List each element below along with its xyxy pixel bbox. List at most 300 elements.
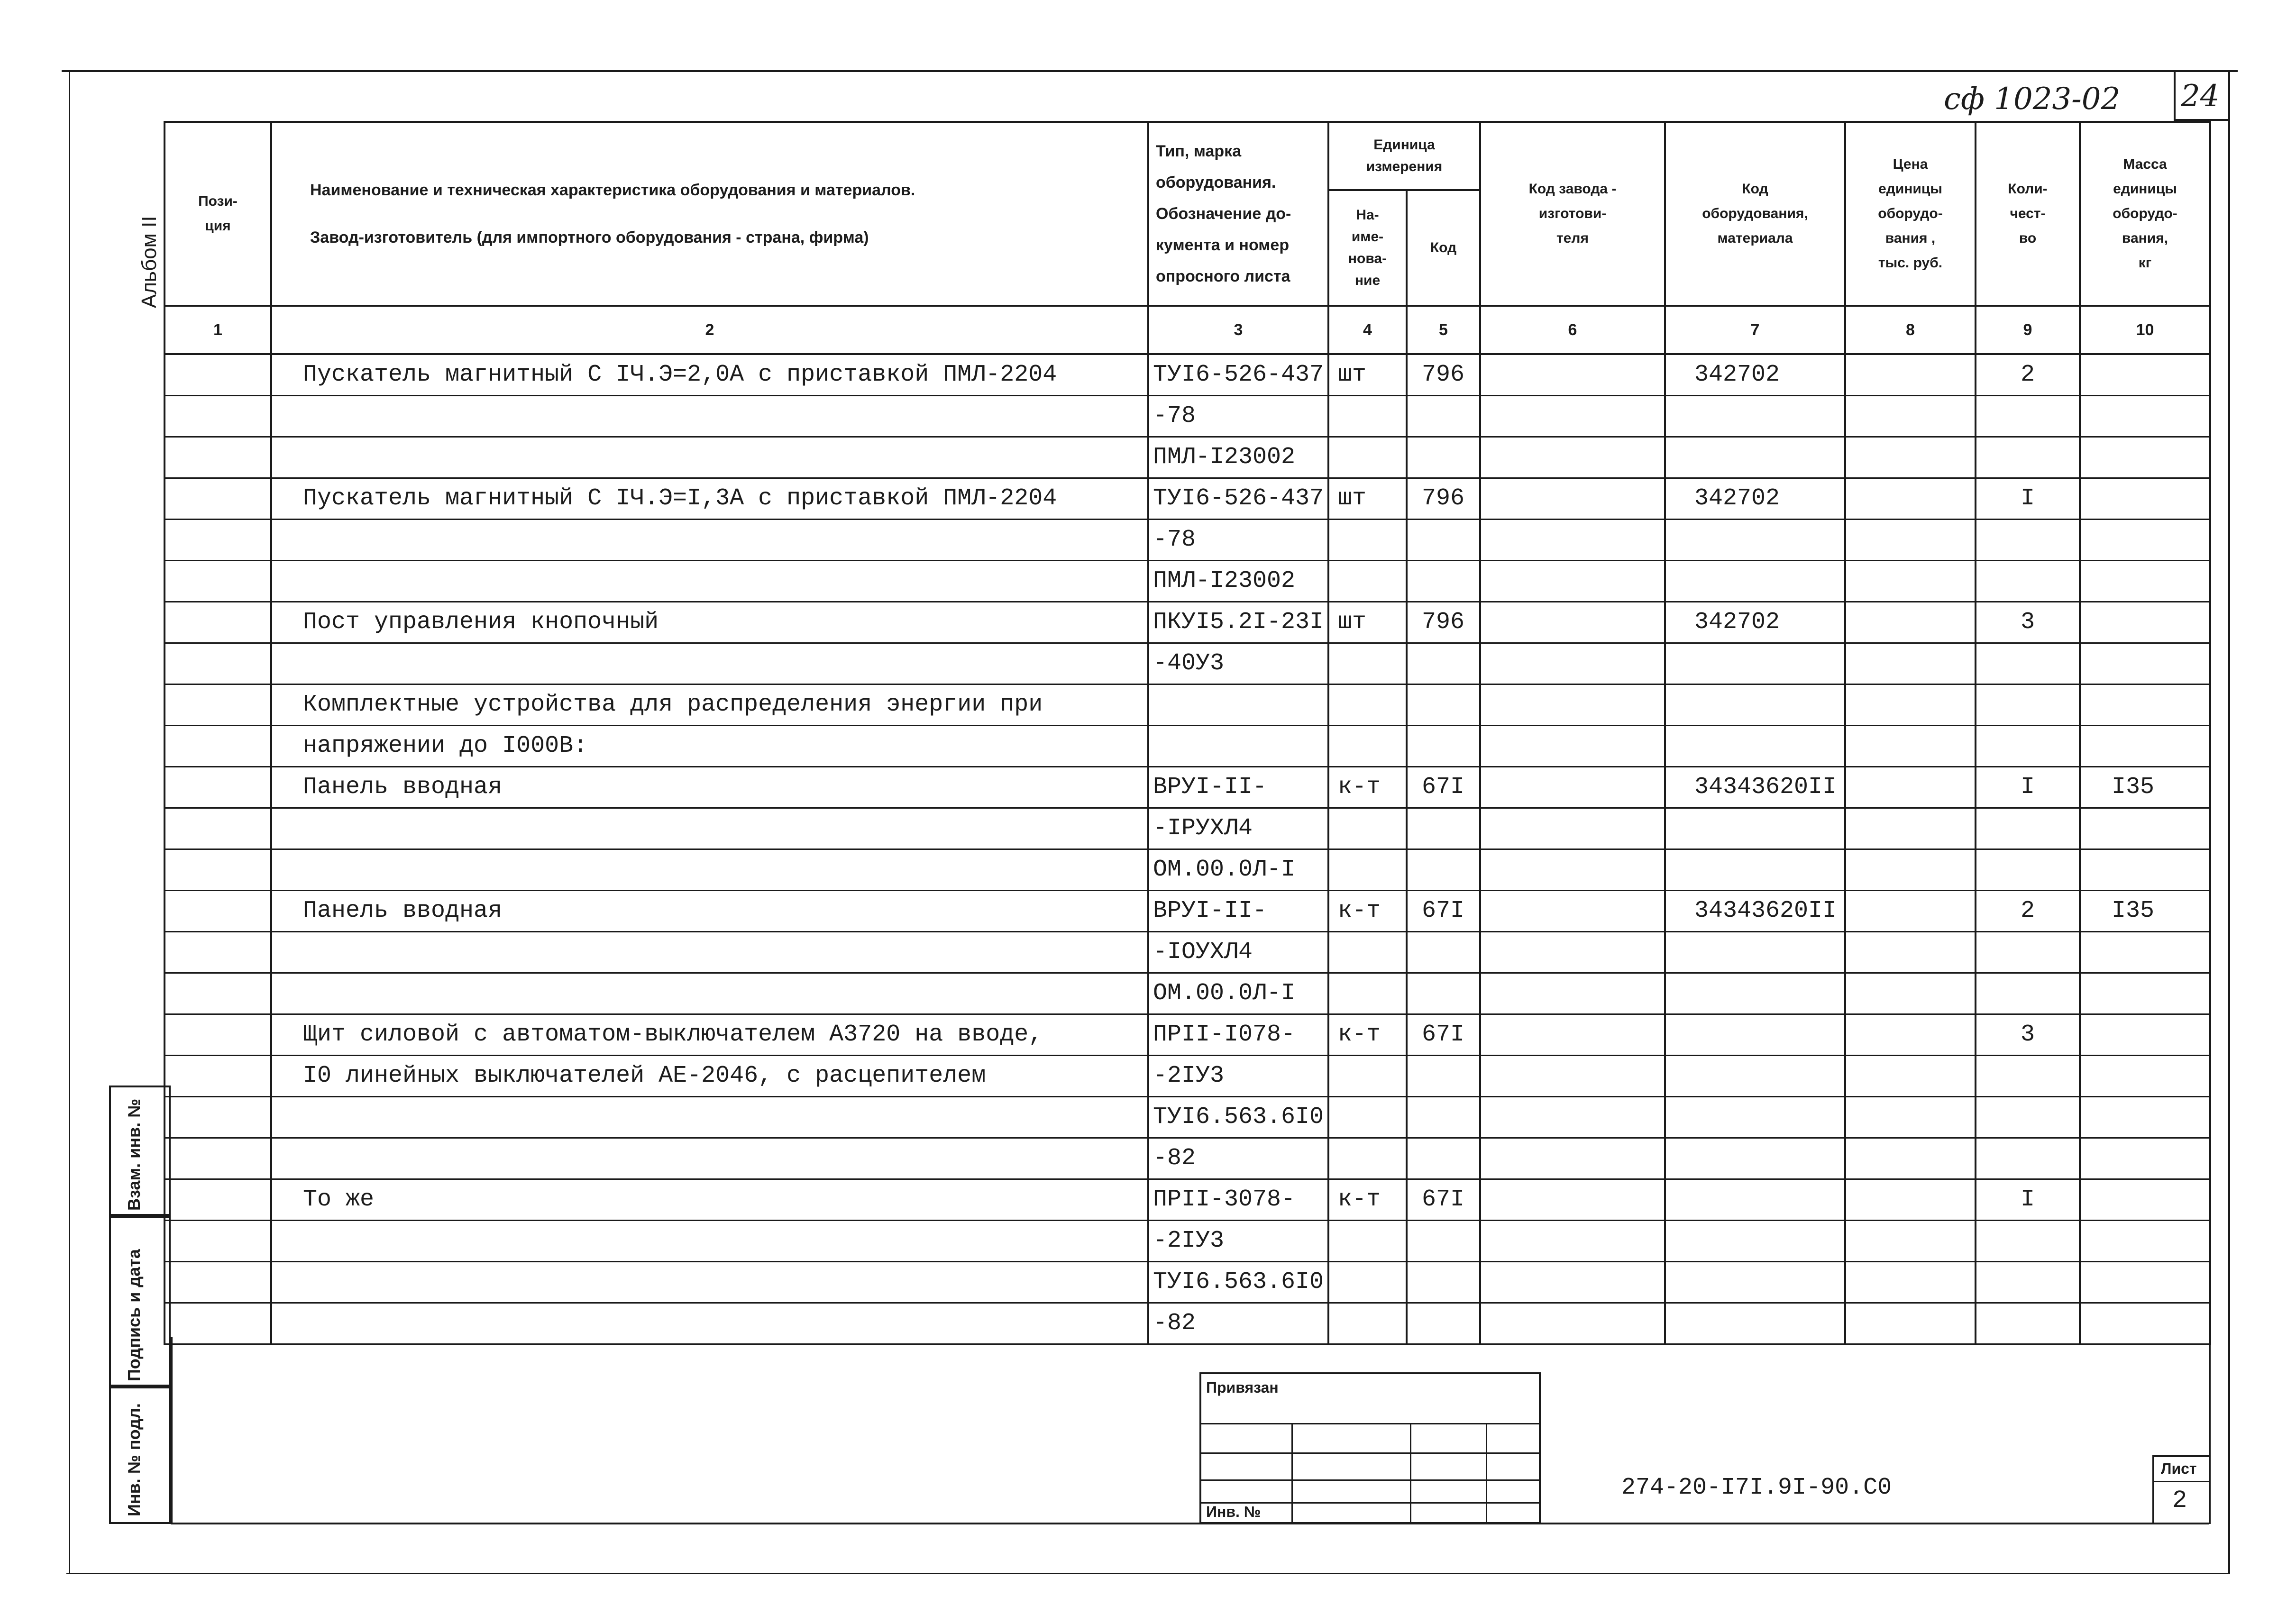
cell-name <box>271 1097 1148 1138</box>
col-header-name-line1: Наименование и техническая характеристика оборудования и материалов. <box>310 181 915 199</box>
cell-unit-code <box>1407 561 1480 602</box>
cell-price <box>1845 684 1976 726</box>
cell-equipment-code <box>1665 973 1845 1014</box>
cell-position <box>165 396 271 437</box>
cell-mass <box>2080 478 2210 520</box>
cell-type <box>1148 726 1328 767</box>
cell-equipment-code <box>1665 932 1845 973</box>
table-row <box>165 808 2210 849</box>
table-row <box>165 354 2210 396</box>
cell-mass <box>2080 1262 2210 1303</box>
cell-position <box>165 437 271 478</box>
cell-unit-name: шт <box>1328 478 1407 520</box>
cell-factory-code <box>1480 973 1665 1014</box>
cell-position <box>165 478 271 520</box>
cell-unit-code <box>1407 726 1480 767</box>
cell-position <box>165 849 271 891</box>
col-header-quantity: Коли- чест- во <box>1976 122 2080 306</box>
cell-name <box>271 520 1148 561</box>
cell-position <box>165 891 271 932</box>
cell-position <box>165 973 271 1014</box>
col-header-unit-code: Код <box>1407 190 1480 306</box>
col-header-mass: Масса единицы оборудо- вания, кг <box>2080 122 2210 306</box>
cell-price <box>1845 1221 1976 1262</box>
cell-mass <box>2080 849 2210 891</box>
cell-name <box>271 1262 1148 1303</box>
cell-equipment-code <box>1665 808 1845 849</box>
side-label-replace-inv: Взам. инв. № <box>124 1098 144 1211</box>
cell-quantity <box>1976 849 2080 891</box>
cell-unit-code <box>1407 1262 1480 1303</box>
frame-right-line <box>2228 70 2230 1574</box>
cell-unit-name <box>1328 726 1407 767</box>
cell-unit-code <box>1407 1056 1480 1097</box>
cell-equipment-code <box>1665 437 1845 478</box>
cell-position <box>165 808 271 849</box>
cell-quantity: 2 <box>1976 354 2080 396</box>
cell-factory-code <box>1480 1221 1665 1262</box>
cell-quantity: 3 <box>1976 1014 2080 1056</box>
cell-price <box>1845 808 1976 849</box>
inv-label: Инв. № <box>1206 1503 1261 1520</box>
cell-unit-code <box>1407 932 1480 973</box>
cell-mass <box>2080 561 2210 602</box>
cell-name: Пускатель магнитный С IЧ.Э=I,3А с приставкой ПМЛ-2204 <box>271 478 1148 520</box>
cell-factory-code <box>1480 1014 1665 1056</box>
cell-equipment-code <box>1665 1097 1845 1138</box>
cell-name <box>271 561 1148 602</box>
cell-unit-name: шт <box>1328 354 1407 396</box>
cell-quantity <box>1976 726 2080 767</box>
cell-name: Панель вводная <box>271 891 1148 932</box>
cell-type: -78 <box>1148 396 1328 437</box>
col-header-type: Тип, марка оборудования. Обозначение до- кумента и номер опросного листа <box>1148 122 1328 306</box>
cell-equipment-code <box>1665 1014 1845 1056</box>
frame-top-line <box>62 70 2238 72</box>
cell-name: Пост управления кнопочный <box>271 602 1148 643</box>
table-row <box>165 891 2210 932</box>
attached-stamp <box>1199 1372 1541 1524</box>
cell-unit-name <box>1328 849 1407 891</box>
cell-factory-code <box>1480 726 1665 767</box>
cell-mass <box>2080 726 2210 767</box>
cell-equipment-code <box>1665 684 1845 726</box>
cell-factory-code <box>1480 891 1665 932</box>
cell-type: ТУI6.563.6I0 <box>1148 1097 1328 1138</box>
table-row <box>165 973 2210 1014</box>
cell-type: ПМЛ-I23002 <box>1148 437 1328 478</box>
cell-equipment-code <box>1665 1221 1845 1262</box>
cell-quantity <box>1976 643 2080 684</box>
cell-quantity <box>1976 1221 2080 1262</box>
cell-unit-code <box>1407 520 1480 561</box>
cell-unit-name: шт <box>1328 602 1407 643</box>
cell-quantity <box>1976 1138 2080 1179</box>
cell-name <box>271 849 1148 891</box>
cell-equipment-code <box>1665 1262 1845 1303</box>
cell-mass <box>2080 1138 2210 1179</box>
cell-mass <box>2080 973 2210 1014</box>
cell-factory-code <box>1480 520 1665 561</box>
cell-quantity: I <box>1976 478 2080 520</box>
cell-unit-code <box>1407 1138 1480 1179</box>
cell-name: Пускатель магнитный С IЧ.Э=2,0А с приставкой ПМЛ-2204 <box>271 354 1148 396</box>
frame-bottom-line <box>66 1573 2228 1574</box>
cell-price <box>1845 478 1976 520</box>
cell-mass <box>2080 396 2210 437</box>
table-row <box>165 1138 2210 1179</box>
cell-mass <box>2080 1014 2210 1056</box>
cell-unit-name <box>1328 1138 1407 1179</box>
cell-price <box>1845 1179 1976 1221</box>
cell-equipment-code: 34343620II <box>1665 891 1845 932</box>
cell-name: Панель вводная <box>271 767 1148 808</box>
table-row <box>165 726 2210 767</box>
cell-quantity: I <box>1976 1179 2080 1221</box>
cell-equipment-code <box>1665 520 1845 561</box>
cell-mass <box>2080 437 2210 478</box>
col-header-name-line2: Завод-изготовитель (для импортного оборудования - страна, фирма) <box>310 228 869 246</box>
table-row <box>165 684 2210 726</box>
table-row <box>165 1221 2210 1262</box>
cell-name: Щит силовой с автоматом-выключателем А3720 на вводе, <box>271 1014 1148 1056</box>
cell-position <box>165 354 271 396</box>
col-header-name <box>271 122 1148 306</box>
cell-type: ПМЛ-I23002 <box>1148 561 1328 602</box>
cell-unit-name: к-т <box>1328 1179 1407 1221</box>
cell-unit-code: 796 <box>1407 354 1480 396</box>
cell-quantity <box>1976 1097 2080 1138</box>
cell-unit-code <box>1407 643 1480 684</box>
table-row <box>165 767 2210 808</box>
sheet-number: 2 <box>2172 1487 2187 1515</box>
table-row <box>165 1303 2210 1344</box>
cell-unit-code <box>1407 973 1480 1014</box>
cell-position <box>165 684 271 726</box>
cell-quantity: 3 <box>1976 602 2080 643</box>
side-stamp-inv-orig <box>109 1387 171 1524</box>
cell-unit-name <box>1328 643 1407 684</box>
cell-name <box>271 396 1148 437</box>
col-header-unit-group: Единица измерения <box>1328 122 1480 190</box>
cell-factory-code <box>1480 849 1665 891</box>
cell-equipment-code <box>1665 1138 1845 1179</box>
cell-position <box>165 1179 271 1221</box>
cell-mass <box>2080 602 2210 643</box>
cell-quantity <box>1976 396 2080 437</box>
col-number: 3 <box>1148 306 1328 354</box>
cell-name: I0 линейных выключателей АЕ-2046, с расцепителем <box>271 1056 1148 1097</box>
cell-unit-name <box>1328 808 1407 849</box>
col-header-factory-code: Код завода - изготови- теля <box>1480 122 1665 306</box>
cell-quantity <box>1976 1262 2080 1303</box>
frame-left-line <box>69 71 70 1574</box>
cell-unit-code: 796 <box>1407 602 1480 643</box>
column-number-row <box>165 306 2210 354</box>
cell-price <box>1845 767 1976 808</box>
cell-name <box>271 808 1148 849</box>
cell-price <box>1845 520 1976 561</box>
cell-price <box>1845 561 1976 602</box>
cell-price <box>1845 1262 1976 1303</box>
document-code: 274-20-I7I.9I-90.С0 <box>1621 1474 1892 1501</box>
corner-sheet-number: 24 <box>2181 79 2220 114</box>
cell-name <box>271 1303 1148 1344</box>
cell-mass <box>2080 1303 2210 1344</box>
cell-equipment-code <box>1665 849 1845 891</box>
cell-mass <box>2080 354 2210 396</box>
col-number: 10 <box>2080 306 2210 354</box>
cell-name <box>271 437 1148 478</box>
cell-factory-code <box>1480 602 1665 643</box>
cell-unit-code <box>1407 849 1480 891</box>
cell-unit-name <box>1328 973 1407 1014</box>
cell-quantity <box>1976 520 2080 561</box>
cell-type: ОМ.00.0Л-I <box>1148 973 1328 1014</box>
side-stamp-sign-date <box>109 1216 171 1387</box>
col-number: 2 <box>271 306 1148 354</box>
col-number: 9 <box>1976 306 2080 354</box>
cell-unit-name <box>1328 1262 1407 1303</box>
table-row <box>165 561 2210 602</box>
cell-unit-code <box>1407 1303 1480 1344</box>
sheet-label: Лист <box>2161 1460 2197 1477</box>
cell-name: То же <box>271 1179 1148 1221</box>
cell-position <box>165 520 271 561</box>
cell-factory-code <box>1480 1097 1665 1138</box>
table-row <box>165 1056 2210 1097</box>
col-header-equipment-code: Код оборудования, материала <box>1665 122 1845 306</box>
cell-mass <box>2080 932 2210 973</box>
cell-price <box>1845 932 1976 973</box>
cell-equipment-code <box>1665 643 1845 684</box>
cell-mass <box>2080 684 2210 726</box>
cell-unit-code <box>1407 396 1480 437</box>
cell-equipment-code <box>1665 1179 1845 1221</box>
cell-mass <box>2080 1056 2210 1097</box>
cell-quantity <box>1976 684 2080 726</box>
col-number: 7 <box>1665 306 1845 354</box>
cell-position <box>165 932 271 973</box>
cell-unit-code <box>1407 1097 1480 1138</box>
corner-code: сф 1023-02 <box>1944 82 2121 117</box>
cell-unit-name: к-т <box>1328 1014 1407 1056</box>
cell-position <box>165 561 271 602</box>
col-number: 5 <box>1407 306 1480 354</box>
cell-name <box>271 1221 1148 1262</box>
cell-factory-code <box>1480 808 1665 849</box>
cell-price <box>1845 643 1976 684</box>
cell-unit-code <box>1407 808 1480 849</box>
cell-name <box>271 973 1148 1014</box>
cell-equipment-code <box>1665 1303 1845 1344</box>
cell-type: -IОУХЛ4 <box>1148 932 1328 973</box>
cell-unit-name <box>1328 684 1407 726</box>
cell-equipment-code <box>1665 726 1845 767</box>
cell-name <box>271 932 1148 973</box>
cell-quantity: 2 <box>1976 891 2080 932</box>
cell-type: -IРУХЛ4 <box>1148 808 1328 849</box>
cell-price <box>1845 1014 1976 1056</box>
cell-quantity <box>1976 437 2080 478</box>
cell-equipment-code: 342702 <box>1665 354 1845 396</box>
cell-price <box>1845 354 1976 396</box>
cell-price <box>1845 849 1976 891</box>
cell-factory-code <box>1480 478 1665 520</box>
cell-unit-code <box>1407 437 1480 478</box>
cell-equipment-code: 342702 <box>1665 478 1845 520</box>
col-number: 1 <box>165 306 271 354</box>
cell-price <box>1845 437 1976 478</box>
cell-price <box>1845 1303 1976 1344</box>
cell-position <box>165 1262 271 1303</box>
cell-mass: I35 <box>2080 767 2210 808</box>
table-row <box>165 1014 2210 1056</box>
cell-unit-code: 67I <box>1407 767 1480 808</box>
cell-price <box>1845 1138 1976 1179</box>
cell-factory-code <box>1480 354 1665 396</box>
table-row <box>165 932 2210 973</box>
equipment-spec-table <box>164 121 2211 1345</box>
cell-unit-code: 67I <box>1407 891 1480 932</box>
cell-price <box>1845 1097 1976 1138</box>
cell-type: ВРУI-II- <box>1148 891 1328 932</box>
cell-unit-code: 67I <box>1407 1179 1480 1221</box>
cell-quantity <box>1976 561 2080 602</box>
side-label-sign-date: Подпись и дата <box>124 1249 144 1381</box>
cell-quantity <box>1976 1303 2080 1344</box>
col-number: 8 <box>1845 306 1976 354</box>
cell-factory-code <box>1480 437 1665 478</box>
cell-unit-name <box>1328 1303 1407 1344</box>
cell-quantity: I <box>1976 767 2080 808</box>
cell-type: -2IУ3 <box>1148 1056 1328 1097</box>
cell-unit-name <box>1328 520 1407 561</box>
cell-unit-code <box>1407 684 1480 726</box>
cell-unit-code: 796 <box>1407 478 1480 520</box>
attached-label: Привязан <box>1206 1379 1279 1396</box>
col-header-unit-name: На- име- нова- ние <box>1328 190 1407 306</box>
cell-equipment-code <box>1665 396 1845 437</box>
cell-name <box>271 643 1148 684</box>
cell-type: ПРII-I078- <box>1148 1014 1328 1056</box>
cell-quantity <box>1976 808 2080 849</box>
stamp-left-line <box>171 1337 173 1524</box>
cell-factory-code <box>1480 1138 1665 1179</box>
cell-equipment-code <box>1665 1056 1845 1097</box>
stamp-bottom-line <box>171 1523 2209 1524</box>
cell-type: -2IУ3 <box>1148 1221 1328 1262</box>
cell-unit-name <box>1328 561 1407 602</box>
cell-type: ТУI6-526-437 <box>1148 354 1328 396</box>
table-row <box>165 437 2210 478</box>
cell-mass <box>2080 1179 2210 1221</box>
album-label: Альбом II <box>137 216 161 308</box>
table-row <box>165 478 2210 520</box>
cell-unit-code: 67I <box>1407 1014 1480 1056</box>
col-number: 6 <box>1480 306 1665 354</box>
cell-quantity <box>1976 973 2080 1014</box>
cell-unit-name: к-т <box>1328 891 1407 932</box>
cell-factory-code <box>1480 1262 1665 1303</box>
side-stamp-replace-inv <box>109 1086 171 1216</box>
col-number: 4 <box>1328 306 1407 354</box>
cell-factory-code <box>1480 643 1665 684</box>
cell-price <box>1845 973 1976 1014</box>
table-row <box>165 1179 2210 1221</box>
table-header-row <box>165 122 2210 190</box>
cell-type: ТУI6-526-437 <box>1148 478 1328 520</box>
cell-position <box>165 1097 271 1138</box>
cell-factory-code <box>1480 561 1665 602</box>
cell-position <box>165 1221 271 1262</box>
cell-price <box>1845 602 1976 643</box>
cell-name <box>271 1138 1148 1179</box>
cell-type: -82 <box>1148 1303 1328 1344</box>
cell-equipment-code <box>1665 561 1845 602</box>
cell-type: ПРII-3078- <box>1148 1179 1328 1221</box>
cell-type: -78 <box>1148 520 1328 561</box>
cell-factory-code <box>1480 932 1665 973</box>
col-header-price: Цена единицы оборудо- вания , тыс. руб. <box>1845 122 1976 306</box>
cell-unit-name <box>1328 396 1407 437</box>
cell-type: ПКУI5.2I-23I <box>1148 602 1328 643</box>
cell-mass <box>2080 1097 2210 1138</box>
cell-price <box>1845 1056 1976 1097</box>
cell-position <box>165 1303 271 1344</box>
cell-type: ТУI6.563.6I0 <box>1148 1262 1328 1303</box>
cell-equipment-code: 342702 <box>1665 602 1845 643</box>
table-row <box>165 1097 2210 1138</box>
cell-factory-code <box>1480 767 1665 808</box>
table-row <box>165 643 2210 684</box>
cell-unit-name <box>1328 437 1407 478</box>
cell-position <box>165 1138 271 1179</box>
cell-factory-code <box>1480 684 1665 726</box>
col-header-position: Пози-ция <box>165 122 271 306</box>
cell-quantity <box>1976 932 2080 973</box>
cell-mass <box>2080 643 2210 684</box>
cell-type: -40У3 <box>1148 643 1328 684</box>
cell-unit-name: к-т <box>1328 767 1407 808</box>
cell-type <box>1148 684 1328 726</box>
table-row <box>165 396 2210 437</box>
cell-position <box>165 1014 271 1056</box>
cell-quantity <box>1976 1056 2080 1097</box>
cell-price <box>1845 726 1976 767</box>
cell-position <box>165 767 271 808</box>
cell-equipment-code: 34343620II <box>1665 767 1845 808</box>
cell-unit-name <box>1328 1056 1407 1097</box>
cell-unit-name <box>1328 932 1407 973</box>
cell-unit-name <box>1328 1097 1407 1138</box>
cell-position <box>165 643 271 684</box>
cell-mass <box>2080 1221 2210 1262</box>
table-row <box>165 849 2210 891</box>
cell-mass: I35 <box>2080 891 2210 932</box>
cell-unit-name <box>1328 1221 1407 1262</box>
cell-name: напряжении до I000В: <box>271 726 1148 767</box>
cell-factory-code <box>1480 1179 1665 1221</box>
cell-mass <box>2080 808 2210 849</box>
cell-type: ВРУI-II- <box>1148 767 1328 808</box>
table-row <box>165 520 2210 561</box>
sheet-cell <box>2152 1455 2209 1524</box>
cell-unit-code <box>1407 1221 1480 1262</box>
table-row <box>165 1262 2210 1303</box>
side-label-inv-orig: Инв. № подл. <box>124 1403 144 1516</box>
cell-position <box>165 726 271 767</box>
